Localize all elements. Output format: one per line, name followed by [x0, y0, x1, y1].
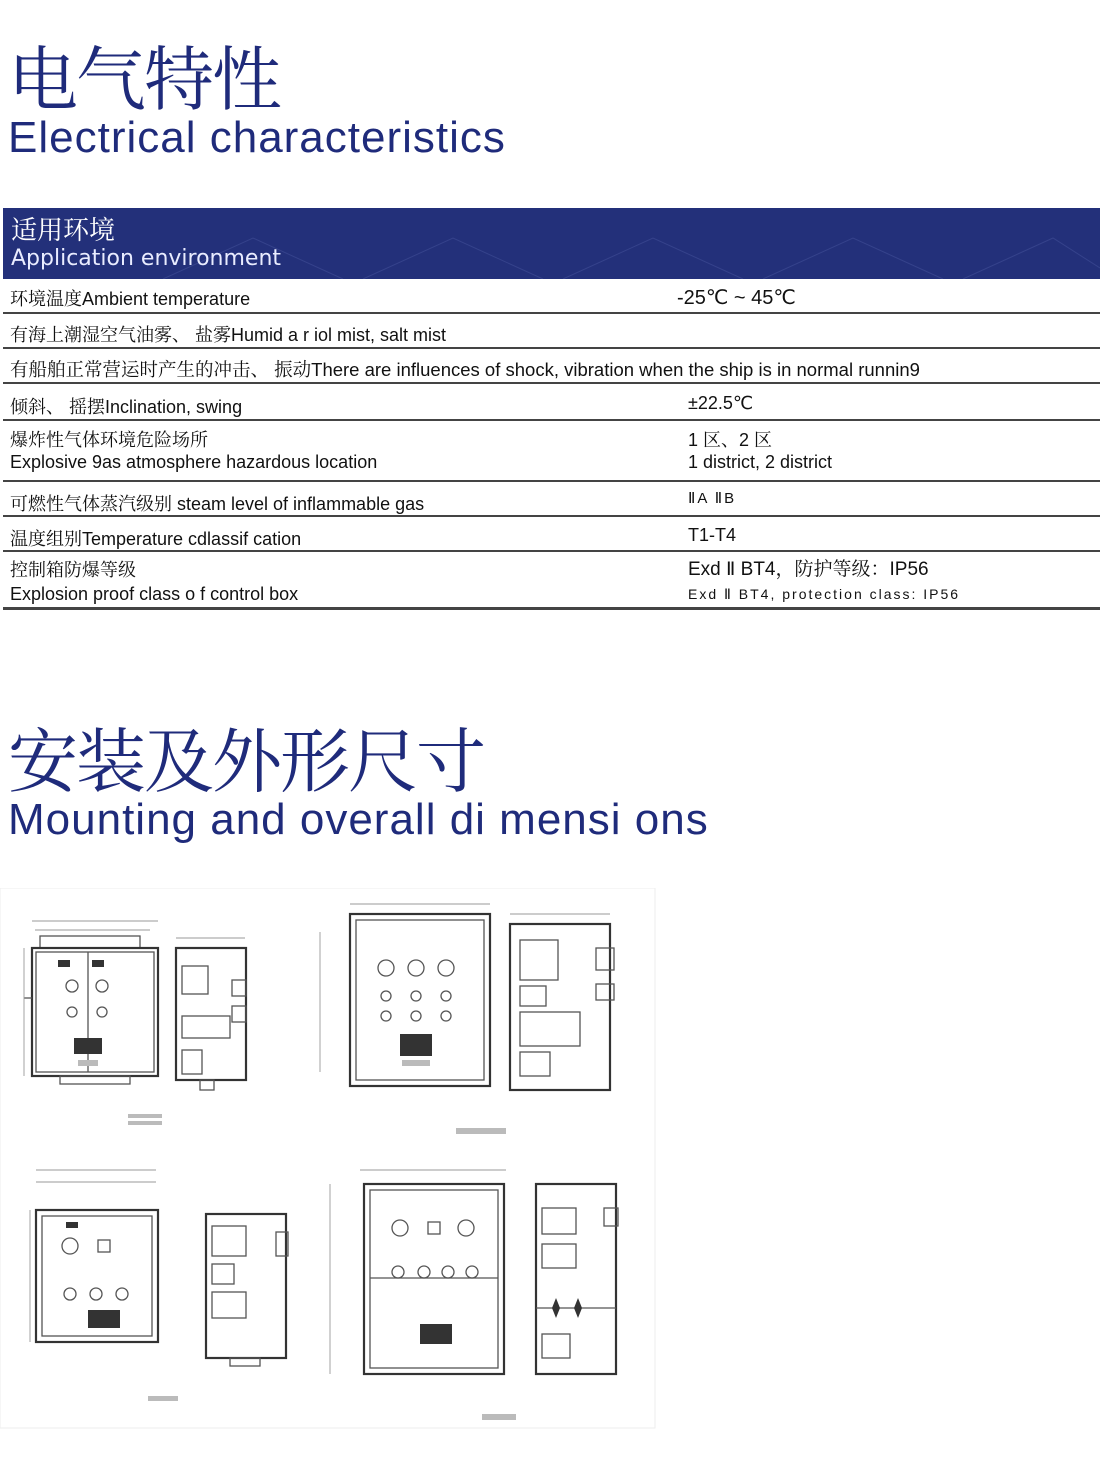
row-value-cn: Exd Ⅱ BT4，防护等级：IP56 [688, 559, 929, 580]
section-electrical-title [8, 39, 506, 162]
table-header-cn: 适用环境 [11, 216, 116, 246]
table-header-en: Application environment [11, 246, 282, 271]
row-label-cn: 控制箱防爆等级 [10, 560, 136, 580]
table-row [3, 517, 1100, 552]
section-title-en: Mounting and overall di mensi ons [8, 795, 709, 844]
row-label: 有海上潮湿空气油雾、 盐雾Humid a r iol mist, salt mist [10, 325, 447, 345]
row-value: -25℃ ~ 45℃ [677, 287, 796, 309]
table-row [3, 349, 1100, 384]
row-label: 倾斜、 摇摆Inclination, swing [10, 397, 243, 417]
row-label: 可燃性气体蒸汽级别 steam level of inflammable gas [10, 494, 425, 514]
table-header [3, 208, 1100, 279]
page-title-en: Electrical characteristics [8, 113, 506, 162]
row-value-en: Exd Ⅱ BT4, protection class: IP56 [688, 586, 961, 602]
table-row [3, 384, 1100, 421]
row-label-cn: 爆炸性气体环境危险场所 [10, 430, 208, 450]
row-value: ±22.5℃ [688, 393, 754, 413]
page-title-cn: 电气特性 [8, 39, 280, 121]
table-row [3, 314, 1100, 349]
section-title-cn: 安装及外形尺寸 [8, 721, 484, 803]
table-row [3, 552, 1100, 610]
row-value [688, 558, 960, 606]
row-value [688, 429, 832, 473]
dimension-drawings [0, 888, 660, 1433]
table-row [3, 482, 1100, 517]
table-row [3, 279, 1100, 314]
row-value: ⅡA ⅡB [688, 490, 737, 507]
row-label-en: Explosive 9as atmosphere hazardous location [10, 452, 378, 472]
table-row [3, 421, 1100, 482]
row-label-en: Explosion proof class o f control box [10, 584, 299, 604]
row-value-en: 1 district, 2 district [688, 452, 833, 472]
application-environment-table [3, 208, 1100, 610]
row-label: 温度组别Temperature cdlassif cation [10, 529, 302, 549]
section-mounting-title [8, 721, 709, 844]
row-label: 有船舶正常营运时产生的冲击、 振动There are influences of shock, vibration when the ship is in normal runnin9 [10, 359, 920, 380]
row-label [10, 429, 377, 473]
row-value: T1-T4 [688, 525, 737, 545]
row-value-cn: 1 区、2 区 [688, 430, 773, 450]
row-label: 环境温度Ambient temperature [10, 289, 251, 309]
row-label [10, 558, 298, 606]
